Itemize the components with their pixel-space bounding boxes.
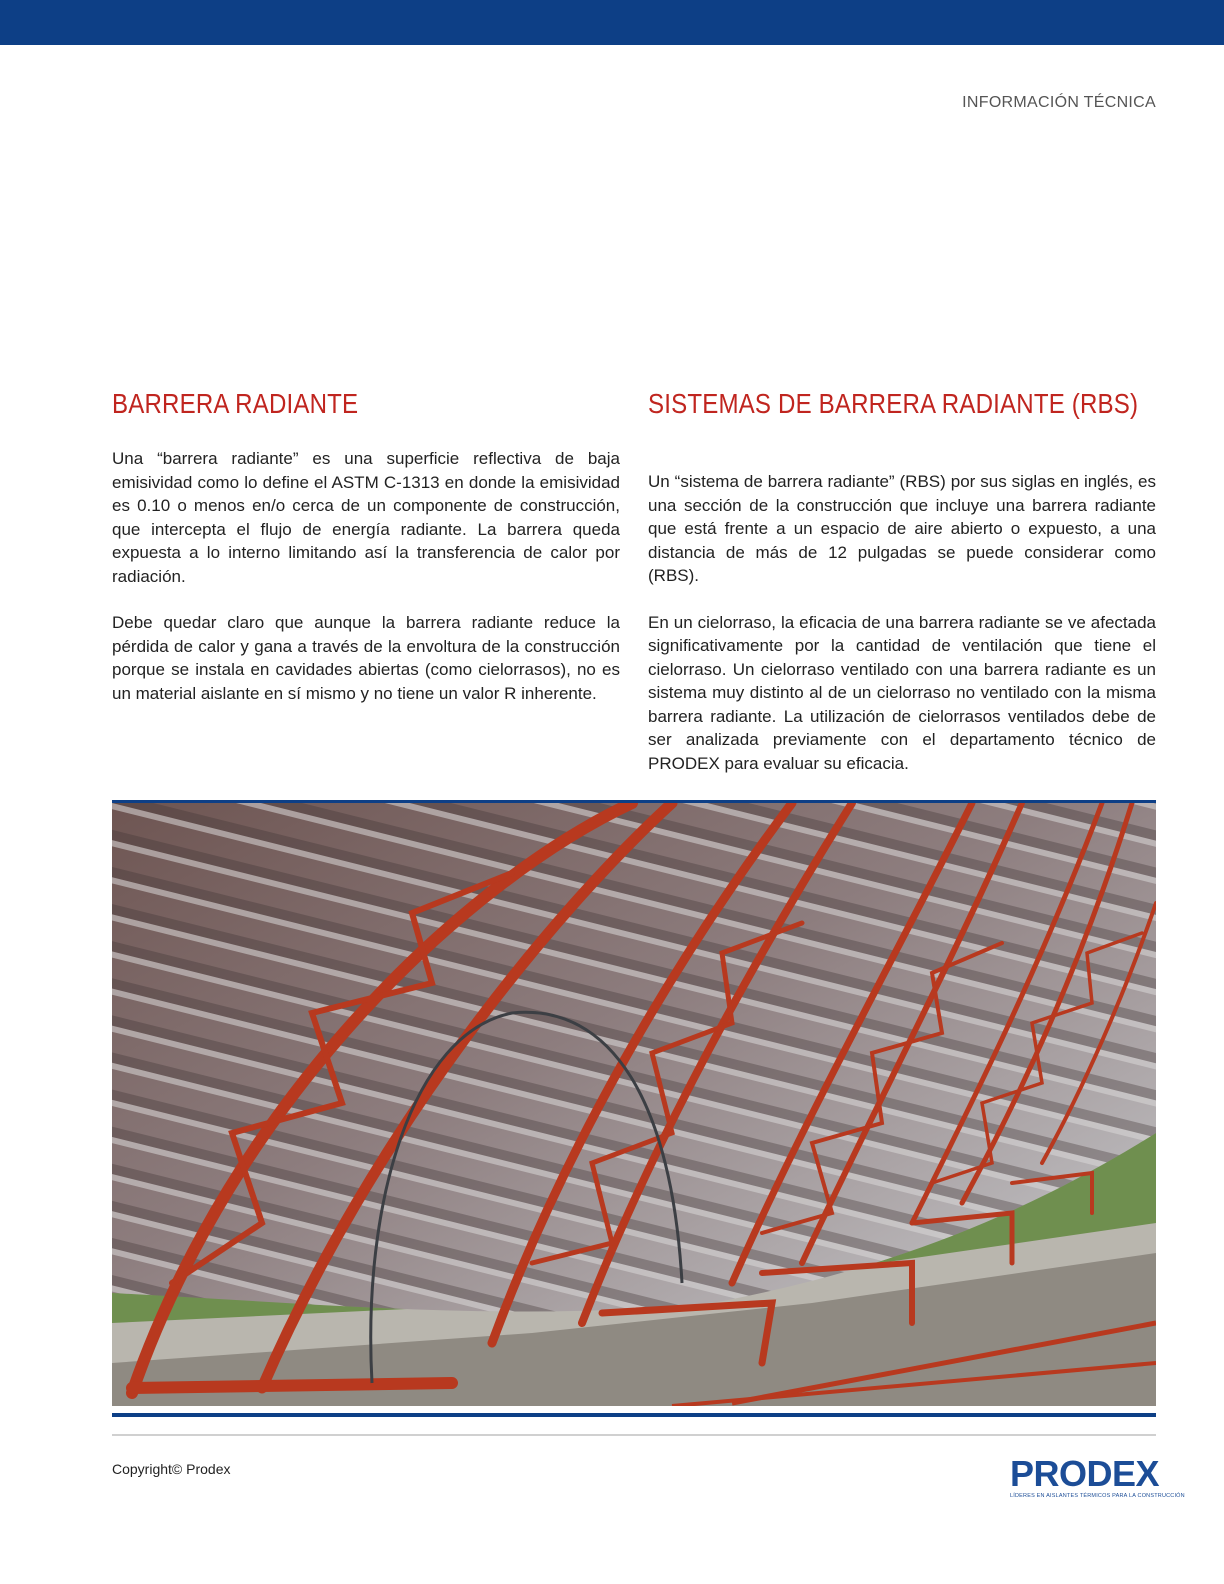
left-paragraph-1: Una “barrera radiante” es una superficie reflectiva de baja emisividad como lo define el ASTM C-1313 en donde la emisividad es 0.10 o menos en/o cerca de un componente de construcción, que intercepta el flujo de energía radiante. La barrera queda expuesta a lo interno limitando así la transferencia de calor por radiación. xyxy=(112,449,620,586)
section-label: INFORMACIÓN TÉCNICA xyxy=(962,94,1156,111)
top-color-bar xyxy=(0,0,1224,45)
rbs-heading: SISTEMAS DE BARRERA RADIANTE (RBS) xyxy=(648,388,1139,419)
roof-truss-photo xyxy=(112,800,1156,1417)
barrera-radiante-heading: BARRERA RADIANTE xyxy=(112,388,359,419)
right-paragraph-1: Un “sistema de barrera radiante” (RBS) por sus siglas en inglés, es una sección de la construcción que incluye una barrera radiante que está frente a un espacio de aire abierto o expuesto, a una distancia de más de 12 pulgadas se puede considerar como (RBS). xyxy=(648,472,1156,585)
right-paragraph-2: En un cielorraso, la eficacia de una barrera radiante se ve afectada significativamente por la cantidad de ventilación que tiene el cielorraso. Un cielorraso ventilado con una barrera radiante es un sistema muy distinto al de un cielorraso no ventilado con la misma barrera radiante. La utilización de cielorrasos ventilados debe de ser analizada previamente con el departamento técnico de PRODEX para evaluar su eficacia. xyxy=(648,612,1156,773)
prodex-logo-word: PRODEX xyxy=(1010,1453,1160,1494)
prodex-logo xyxy=(1010,1453,1185,1499)
right-column xyxy=(648,470,1156,798)
prodex-logo-tagline: LÍDERES EN AISLANTES TÉRMICOS PARA LA CONSTRUCCIÓN xyxy=(1010,1493,1185,1499)
left-column xyxy=(112,447,620,728)
footer-rule xyxy=(112,1434,1156,1436)
copyright-text: Copyright© Prodex xyxy=(112,1461,231,1477)
left-paragraph-2: Debe quedar claro que aunque la barrera radiante reduce la pérdida de calor y gana a través de la envoltura de la construcción porque se instala en cavidades abiertas (como cielorrasos), no es un material aislante en sí mismo y no tiene un valor R inherente. xyxy=(112,613,620,703)
